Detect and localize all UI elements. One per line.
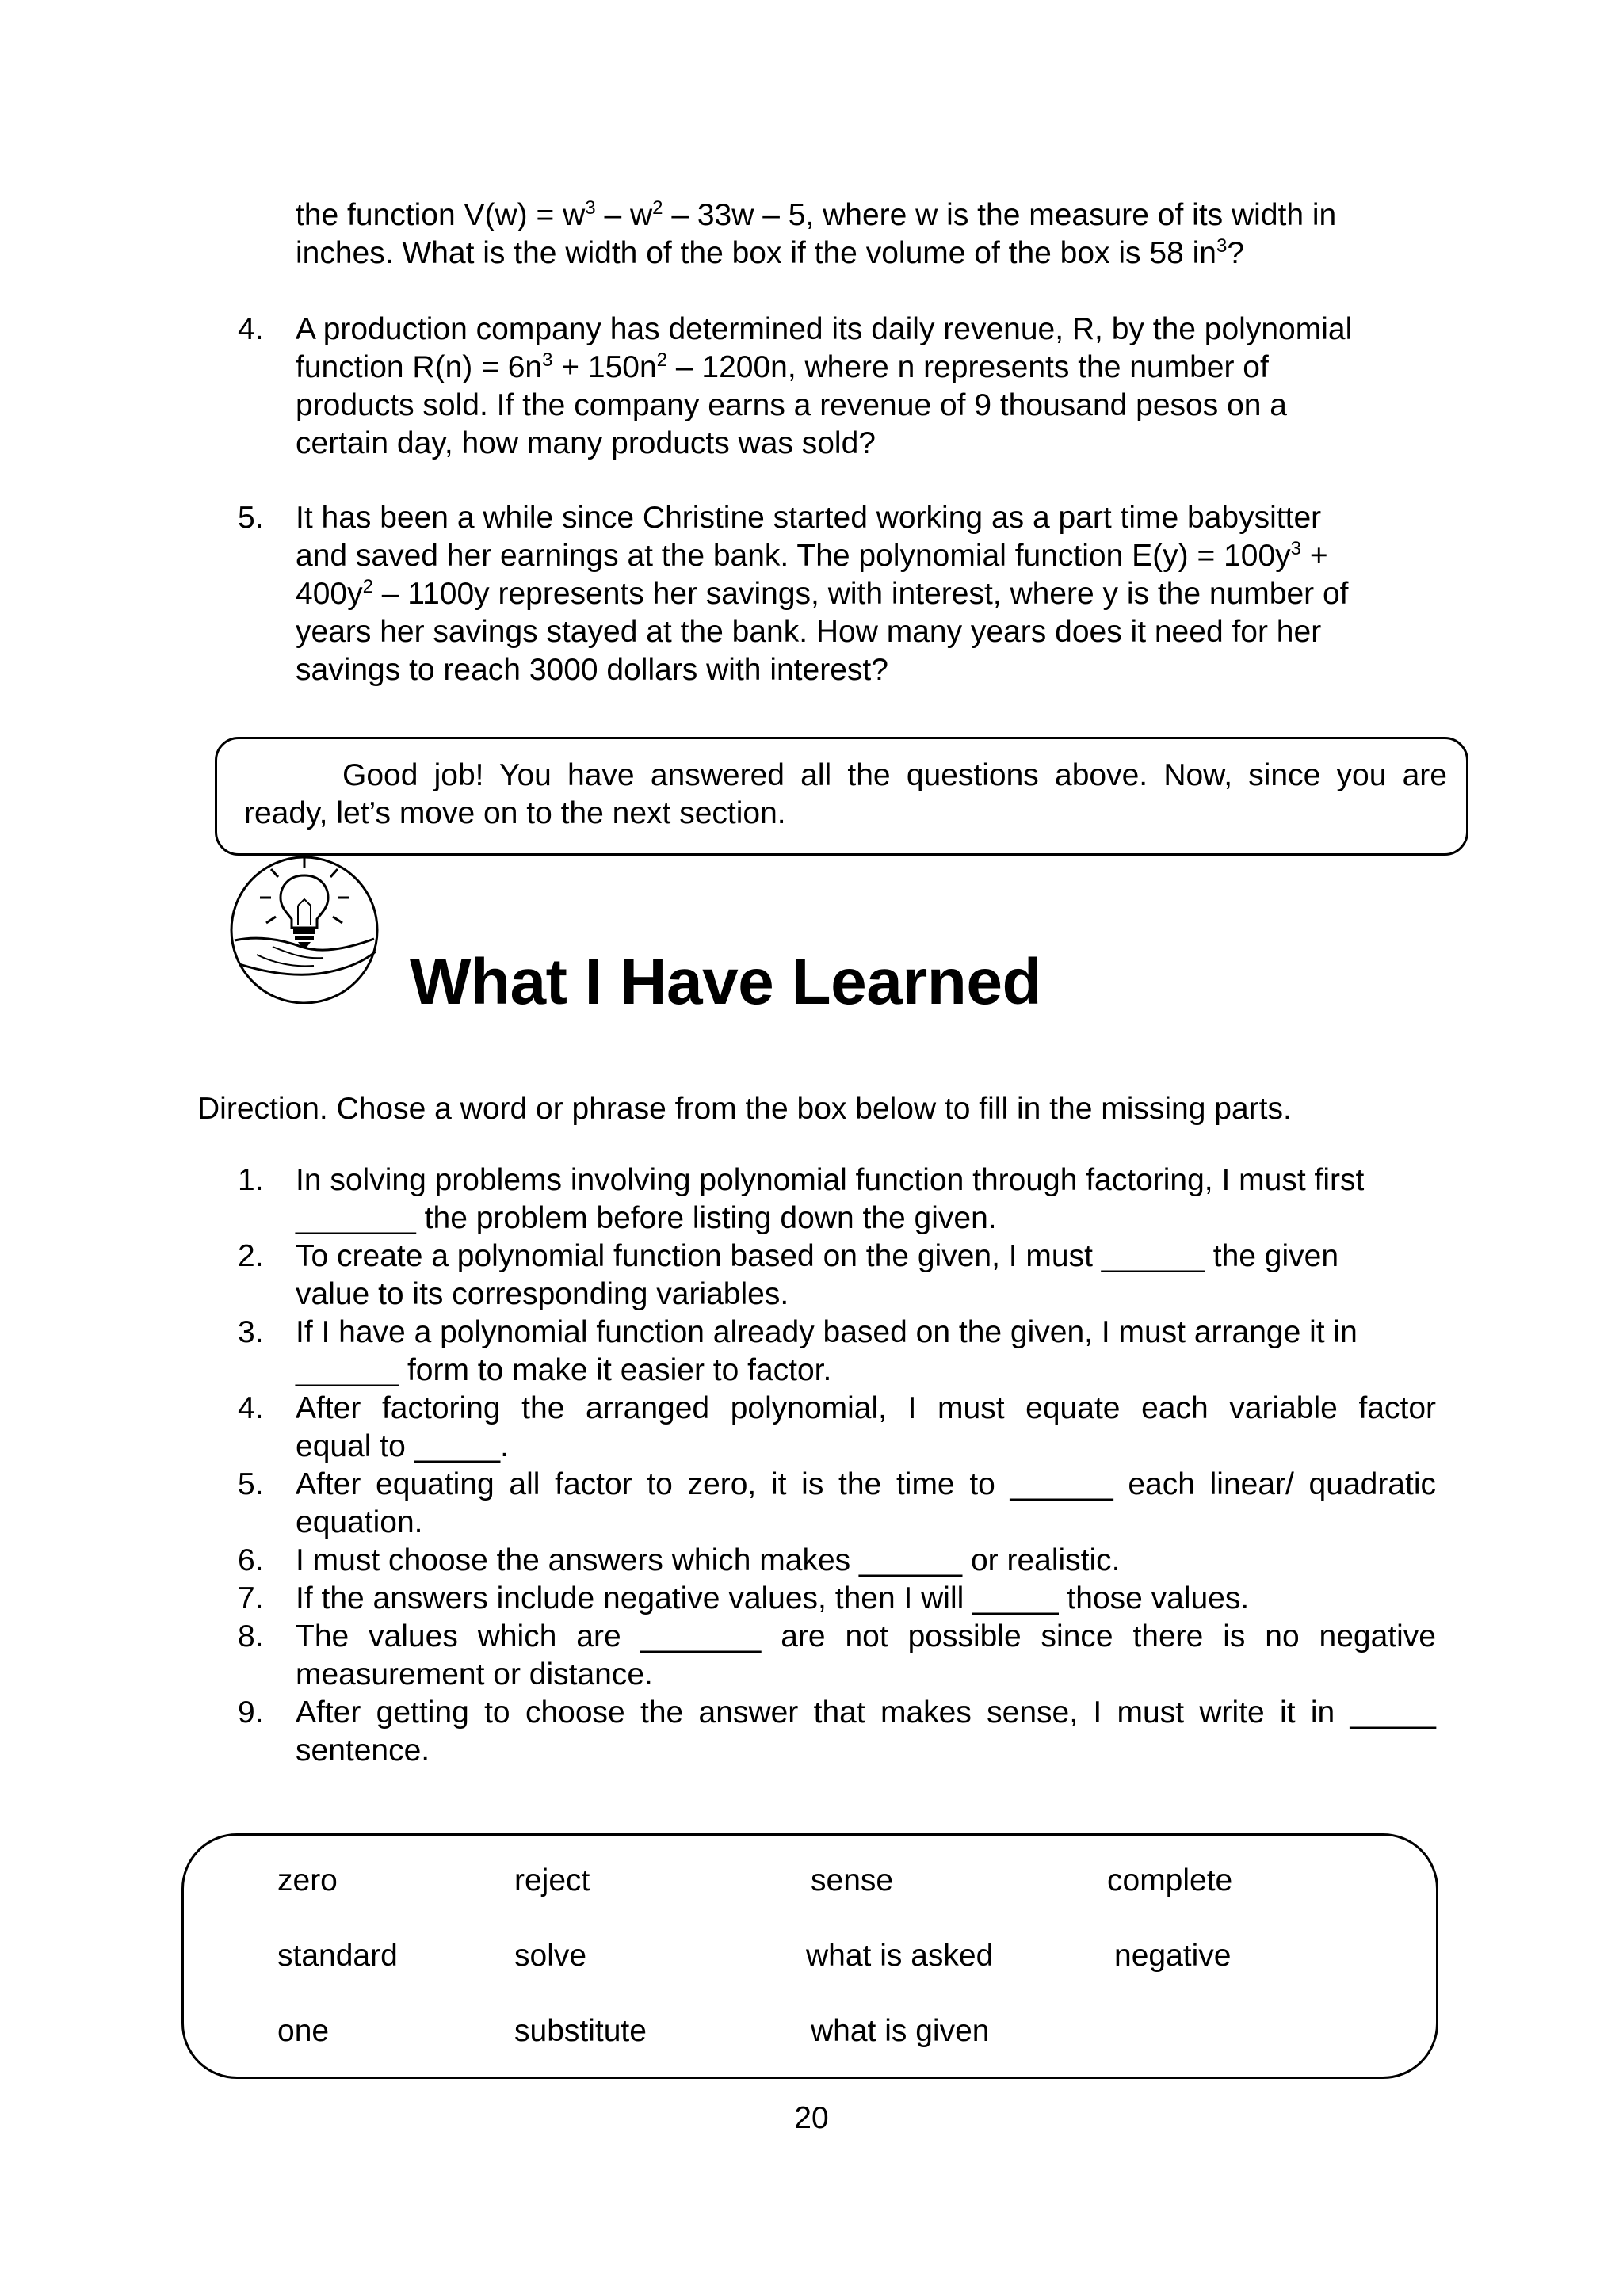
problem-5-text: It has been a while since Christine started working as a part time babysitter and saved her earnings at the bank. The polynomial function $E(y) = 100y^3$ + $400y^2 - 1100y$ represents her savings, with interest, where y is the number of years her savings stayed at the bank. How many years does it need for her savings to reach 3000 dollars with interest? [296,501,1349,687]
list-item: 9. After getting to choose the answer that makes sense, I must write it in _____ sentence. [238,1695,1436,1768]
problem-3-continuation [296,196,1437,273]
list-item: 4. After factoring the arranged polynomial, I must equate each variable factor equal to _____. [238,1391,1436,1463]
word-option: zero [277,1863,338,1897]
list-item: 7. If the answers include negative values, then I will _____ those values. [238,1581,1250,1615]
word-option: sense [811,1863,894,1897]
word-option: what is asked [806,1939,994,1973]
problem-4 [238,311,1436,463]
word-option: one [277,2014,330,2048]
page-number: 20 [794,2101,829,2135]
note-text: Good job! You have answered all the questions above. Now, since you are ready, let’s move on to the next section. [244,758,1447,830]
problem-number: 5. [238,501,264,535]
word-option: substitute [514,2014,647,2048]
list-item: 1. In solving problems involving polynomial function through factoring, I must first _______ the problem before listing down the given. [238,1163,1365,1235]
word-option: negative [1114,1939,1232,1973]
fill-in-list [238,1161,1436,1770]
word-option: what is given [811,2014,990,2048]
problem-3-line-2: inches. What is the width of the box if the volume of the box is 58 $in^3$? [296,235,1245,270]
problem-4-text: A production company has determined its daily revenue, R, by the polynomial function $R(n) = 6n^3 + 150n^2 - 1200n$, where n represents the number of products sold. If the company earns a revenue of 9 thousand pesos on a certain day, how many products was sold? [296,312,1353,460]
list-item: 3. If I have a polynomial function already based on the given, I must arrange it in ______ form to make it easier to factor. [238,1315,1358,1387]
problem-number: 4. [238,312,264,346]
lightbulb-in-hand-icon [225,853,384,1004]
section-title: What I Have Learned [410,946,1042,1018]
list-item: 6. I must choose the answers which makes ______ or realistic. [238,1543,1121,1577]
list-item: 8. The values which are _______ are not possible since there is no negative measurement or distance. [238,1619,1436,1691]
list-item: 5. After equating all factor to zero, it is the time to ______ each linear/ quadratic equation. [238,1467,1436,1539]
problem-5 [238,499,1436,689]
direction-text: Direction. Chose a word or phrase from the box below to fill in the missing parts. [197,1092,1292,1126]
word-option: standard [277,1939,398,1973]
word-option: solve [514,1939,587,1973]
problem-3-line-1: the function $V(w) = w^3 - w^2 - 33w - 5$, where w is the measure of its width in [296,197,1337,232]
word-option: complete [1107,1863,1233,1897]
list-item: 2. To create a polynomial function based on the given, I must ______ the given value to its corresponding variables. [238,1239,1339,1311]
word-option: reject [514,1863,590,1897]
